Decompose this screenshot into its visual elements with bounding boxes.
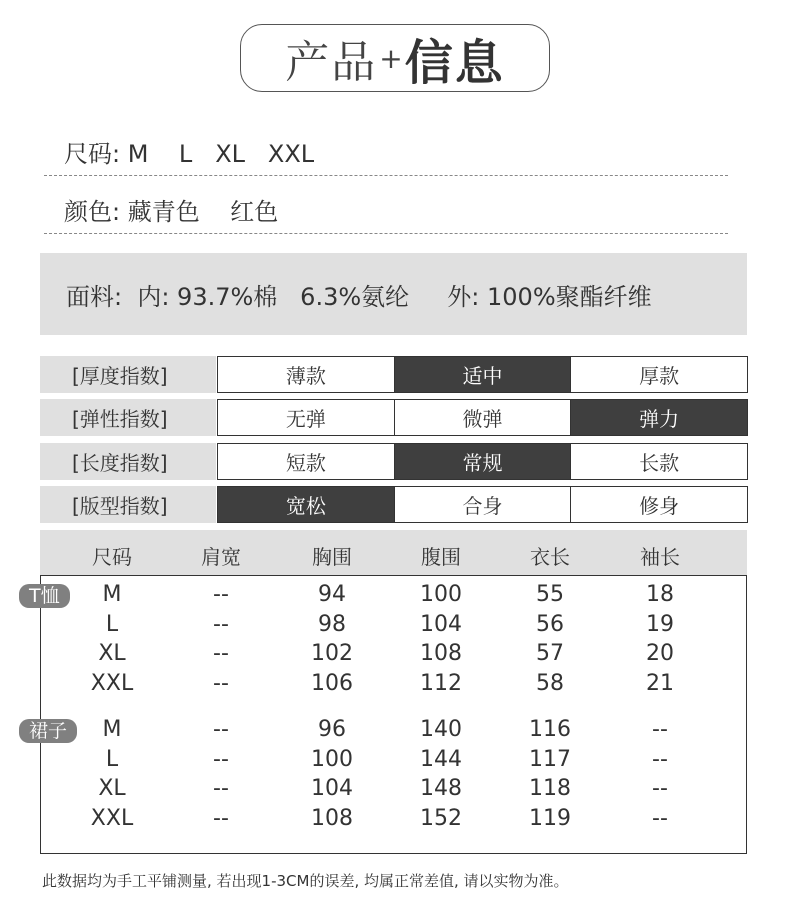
table-cell: -- — [213, 746, 229, 772]
table-cell: 58 — [536, 671, 564, 697]
table-cell: M — [102, 717, 122, 742]
divider — [44, 175, 728, 176]
column-header: 腹围 — [421, 545, 461, 569]
table-cell: 112 — [420, 671, 462, 697]
index-row — [40, 443, 748, 480]
index-options — [217, 399, 748, 436]
table-cell: L — [105, 611, 119, 637]
size-line: 尺码: M L XL XXL — [64, 140, 315, 168]
index-option-selected: 宽松 — [218, 487, 394, 522]
table-cell: -- — [652, 746, 668, 772]
table-cell: -- — [652, 776, 668, 802]
index-row — [40, 486, 748, 523]
group-tag: 裙子 — [19, 719, 77, 743]
table-cell: 140 — [420, 717, 462, 742]
table-cell: 117 — [529, 746, 571, 772]
index-option-selected: 适中 — [394, 357, 571, 392]
index-label: [版型指数] — [40, 486, 216, 523]
table-cell: 108 — [311, 806, 353, 832]
index-options — [217, 443, 748, 480]
table-cell: 96 — [318, 717, 346, 742]
measurement-note: 此数据均为手工平铺测量, 若出现1-3CM的误差, 均属正常差值, 请以实物为准。 — [42, 872, 569, 890]
title-plus: + — [379, 41, 403, 75]
table-cell: -- — [213, 671, 229, 697]
table-cell: -- — [652, 717, 668, 742]
index-option: 厚款 — [570, 357, 747, 392]
color-line: 颜色: 藏青色 红色 — [64, 198, 279, 226]
table-cell: 144 — [420, 746, 462, 772]
table-cell: -- — [213, 641, 229, 667]
table-cell: -- — [213, 717, 229, 742]
table-cell: 106 — [311, 671, 353, 697]
table-cell: 100 — [311, 746, 353, 772]
table-cell: -- — [213, 582, 229, 607]
table-cell: 21 — [646, 671, 674, 697]
table-cell: 104 — [311, 776, 353, 802]
table-cell: 98 — [318, 611, 346, 637]
index-option-selected: 常规 — [394, 444, 571, 479]
table-cell: 108 — [420, 641, 462, 667]
table-cell: 148 — [420, 776, 462, 802]
column-header: 胸围 — [312, 545, 352, 569]
table-cell: 152 — [420, 806, 462, 832]
divider — [44, 233, 728, 234]
index-row — [40, 399, 748, 436]
index-options — [217, 486, 748, 523]
table-cell: 56 — [536, 611, 564, 637]
column-header: 尺码 — [92, 545, 132, 569]
index-option: 修身 — [570, 487, 747, 522]
table-cell: XXL — [90, 671, 134, 697]
index-row — [40, 356, 748, 393]
table-cell: 100 — [420, 582, 462, 607]
table-cell: -- — [213, 611, 229, 637]
index-label: [厚度指数] — [40, 356, 216, 393]
table-cell: -- — [652, 806, 668, 832]
index-label: [弹性指数] — [40, 399, 216, 436]
group-tag: T恤 — [19, 584, 70, 608]
index-option: 长款 — [570, 444, 747, 479]
title-part1: 产品 — [285, 37, 378, 88]
table-cell: XL — [98, 641, 126, 667]
table-cell: L — [105, 746, 119, 772]
index-option: 无弹 — [285, 407, 326, 431]
table-cell: 19 — [646, 611, 674, 637]
column-header: 衣长 — [530, 545, 570, 569]
column-header: 肩宽 — [201, 545, 241, 569]
index-option: 短款 — [285, 451, 326, 475]
index-option: 薄款 — [285, 364, 326, 388]
index-option: 合身 — [394, 487, 571, 522]
table-cell: 18 — [646, 582, 674, 607]
table-cell: 119 — [529, 806, 571, 832]
table-cell: XXL — [90, 806, 134, 832]
table-cell: 116 — [529, 717, 571, 742]
title-part2: 信息 — [404, 34, 505, 91]
table-cell: 57 — [536, 641, 564, 667]
index-option: 微弹 — [394, 400, 571, 435]
table-cell: XL — [98, 776, 126, 802]
table-cell: -- — [213, 776, 229, 802]
table-cell: 118 — [529, 776, 571, 802]
column-header: 袖长 — [640, 545, 680, 569]
index-options — [217, 356, 748, 393]
index-option-selected: 弹力 — [570, 400, 747, 435]
size-table-body — [40, 575, 747, 854]
table-cell: -- — [213, 806, 229, 832]
table-cell: 94 — [318, 582, 346, 607]
table-cell: 55 — [536, 582, 564, 607]
table-cell: 20 — [646, 641, 674, 667]
index-label: [长度指数] — [40, 443, 216, 480]
fabric-line: 面料: 内: 93.7%棉 6.3%氨纶 外: 100%聚酯纤维 — [40, 253, 747, 335]
table-cell: 102 — [311, 641, 353, 667]
table-cell: M — [102, 582, 122, 607]
title-box — [240, 24, 550, 92]
table-cell: 104 — [420, 611, 462, 637]
